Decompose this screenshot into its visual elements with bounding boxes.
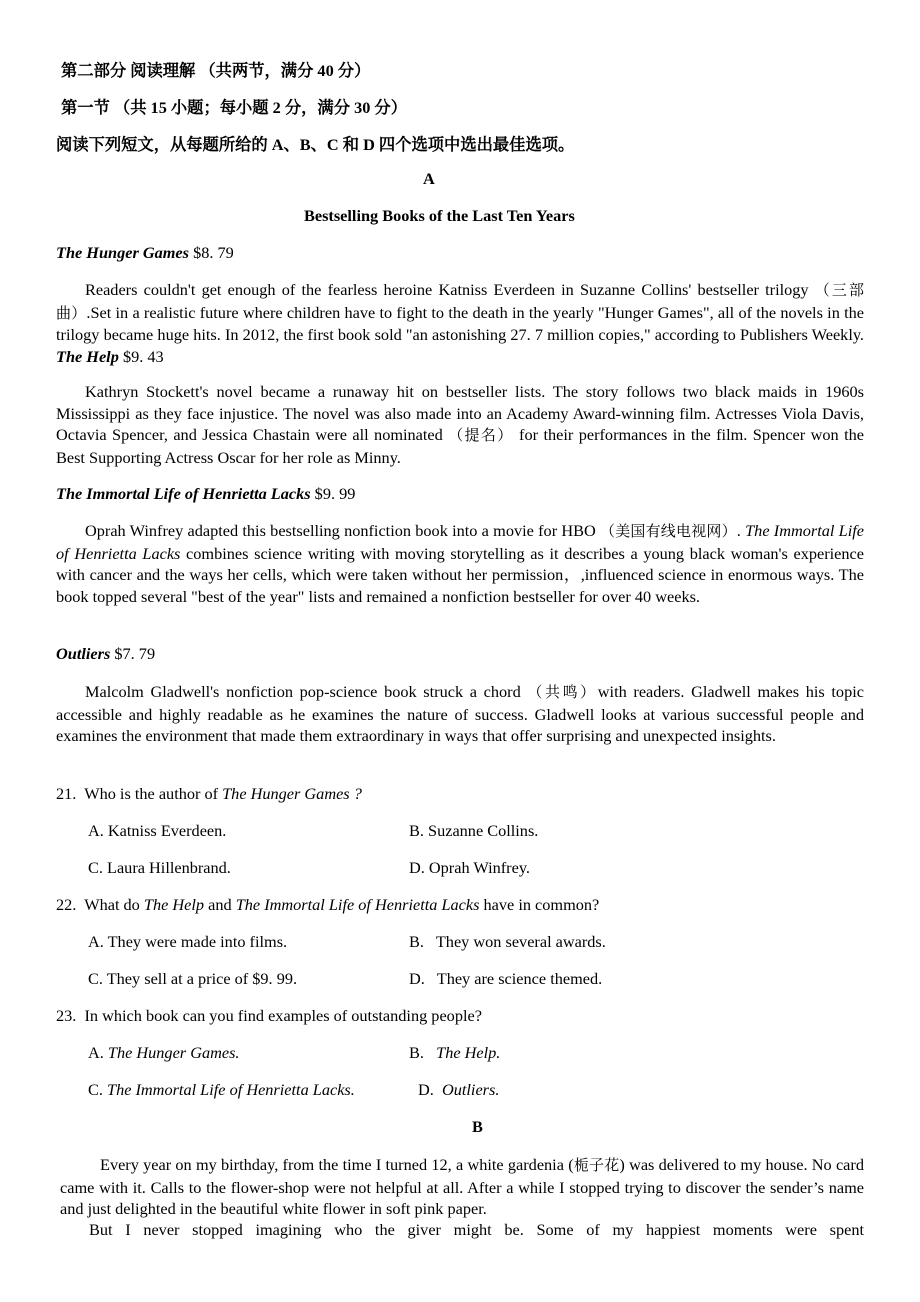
book-price-the-help: $9. 43 bbox=[122, 346, 164, 366]
question-23-stem: 23. In which book can you find examples of outstanding people? bbox=[56, 1006, 482, 1025]
chinese-gloss: （三部曲） bbox=[56, 281, 864, 322]
chinese-gloss: （提名） bbox=[448, 426, 514, 445]
paragraph-outliers: Malcolm Gladwell's nonfiction pop-science book struck a chord （共鸣）with readers. Gladwell makes his topic accessible and highly readable as he examines the nature of success. Gladwell looks at various successful people and examines the environment that made them extraordinary in ways that offer surprising and unexpected insights. bbox=[56, 682, 864, 746]
question-21-option-d[interactable]: D. Oprah Winfrey. bbox=[409, 858, 530, 877]
section-title: 第一节 （共 15 小题；每小题 2 分，满分 30 分） bbox=[61, 98, 407, 117]
question-23-option-a[interactable]: A. The Hunger Games. bbox=[88, 1043, 240, 1062]
book-price: $8. 79 bbox=[193, 243, 234, 262]
chinese-gloss: 栀子花 bbox=[573, 1156, 620, 1174]
passage-a-letter: A bbox=[423, 169, 435, 188]
question-22-option-c[interactable]: C. They sell at a price of $9. 99. bbox=[88, 969, 298, 988]
paragraph-the-help: Kathryn Stockett's novel became a runaway hit on bestseller lists. The story follows two black maids in 1960s Mississippi as they face injustice. The novel was also made into an Academy Award-winning film. Actresses Viola Davis, Octavia Spencer, and Jessica Chastain were all nominated （提名） for their performances in the film. Spencer won the Best Supporting Actress Oscar for her role as Minny. bbox=[56, 382, 864, 467]
question-21-stem: 21. Who is the author of The Hunger Games ? bbox=[56, 784, 362, 803]
instruction-text: 阅读下列短文，从每题所给的 A、B、C 和 D 四个选项中选出最佳选项。 bbox=[56, 135, 575, 154]
passage-b-paragraph-2: But I never stopped imagining who the giver might be. Some of my happiest moments were spent bbox=[89, 1220, 864, 1239]
book-title: The Hunger Games bbox=[56, 243, 189, 262]
chinese-gloss: （共鸣） bbox=[527, 683, 598, 701]
book-heading-hunger-games bbox=[56, 243, 234, 263]
book-title-the-help: The Help bbox=[56, 346, 119, 366]
book-price: $9. 99 bbox=[314, 484, 356, 503]
passage-a-title: Bestselling Books of the Last Ten Years bbox=[304, 206, 575, 225]
question-23-option-d[interactable]: D. Outliers. bbox=[418, 1080, 500, 1099]
book-title: The Immortal Life of Henrietta Lacks bbox=[56, 484, 311, 503]
book-title: Outliers bbox=[56, 644, 111, 663]
chinese-gloss: （美国有线电视网） bbox=[600, 522, 737, 540]
question-22-option-a[interactable]: A. They were made into films. bbox=[88, 932, 288, 951]
book-price: $7. 79 bbox=[114, 644, 156, 663]
part-title: 第二部分 阅读理解 （共两节，满分 40 分） bbox=[61, 61, 371, 80]
paragraph-henrietta-lacks: Oprah Winfrey adapted this bestselling nonfiction book into a movie for HBO （美国有线电视网）. The Immortal Life of Henrietta Lacks combines science writing with moving storytelling as it describes a young black woman's experience with cancer and the ways her cells, which were taken without her permission，,influenced science in enormous ways. The book topped several "best of the year" lists and remained a nonfiction bestseller for over 40 weeks. bbox=[56, 521, 865, 606]
question-21-option-b[interactable]: B. Suzanne Collins. bbox=[409, 821, 539, 840]
question-23-option-b[interactable]: B. The Help. bbox=[409, 1043, 501, 1062]
book-heading-outliers bbox=[56, 644, 155, 664]
question-21-option-a[interactable]: A. Katniss Everdeen. bbox=[88, 821, 227, 840]
question-21-option-c[interactable]: C. Laura Hillenbrand. bbox=[88, 858, 231, 877]
book-heading-henrietta-lacks bbox=[56, 484, 355, 504]
question-22-option-d[interactable]: D. They are science themed. bbox=[409, 969, 603, 988]
passage-b-letter: B bbox=[472, 1117, 483, 1136]
question-22-stem: 22. What do The Help and The Immortal Life of Henrietta Lacks have in common? bbox=[56, 895, 600, 914]
question-23-option-c[interactable]: C. The Immortal Life of Henrietta Lacks. bbox=[88, 1080, 355, 1099]
paragraph-hunger-games: Readers couldn't get enough of the fearless heroine Katniss Everdeen in Suzanne Collins' bestseller trilogy （三部曲）.Set in a realistic future where children have to fight to the death in the yearly "Hunger Games", all of the novels in the trilogy became huge hits. In 2012, the first book sold "an astonishing 27. 7 million copies," according to Publishers Weekly. The Help $9. 43 bbox=[56, 280, 864, 366]
passage-b-paragraph-1: Every year on my birthday, from the time I turned 12, a white gardenia (栀子花) was delivered to my house. No card came with it. Calls to the flower-shop were not helpful at all. After a while I stopped trying to discover the sender’s name and just delighted in the beautiful white flower in soft pink paper. bbox=[60, 1155, 864, 1219]
question-22-option-b[interactable]: B. They won several awards. bbox=[409, 932, 606, 951]
